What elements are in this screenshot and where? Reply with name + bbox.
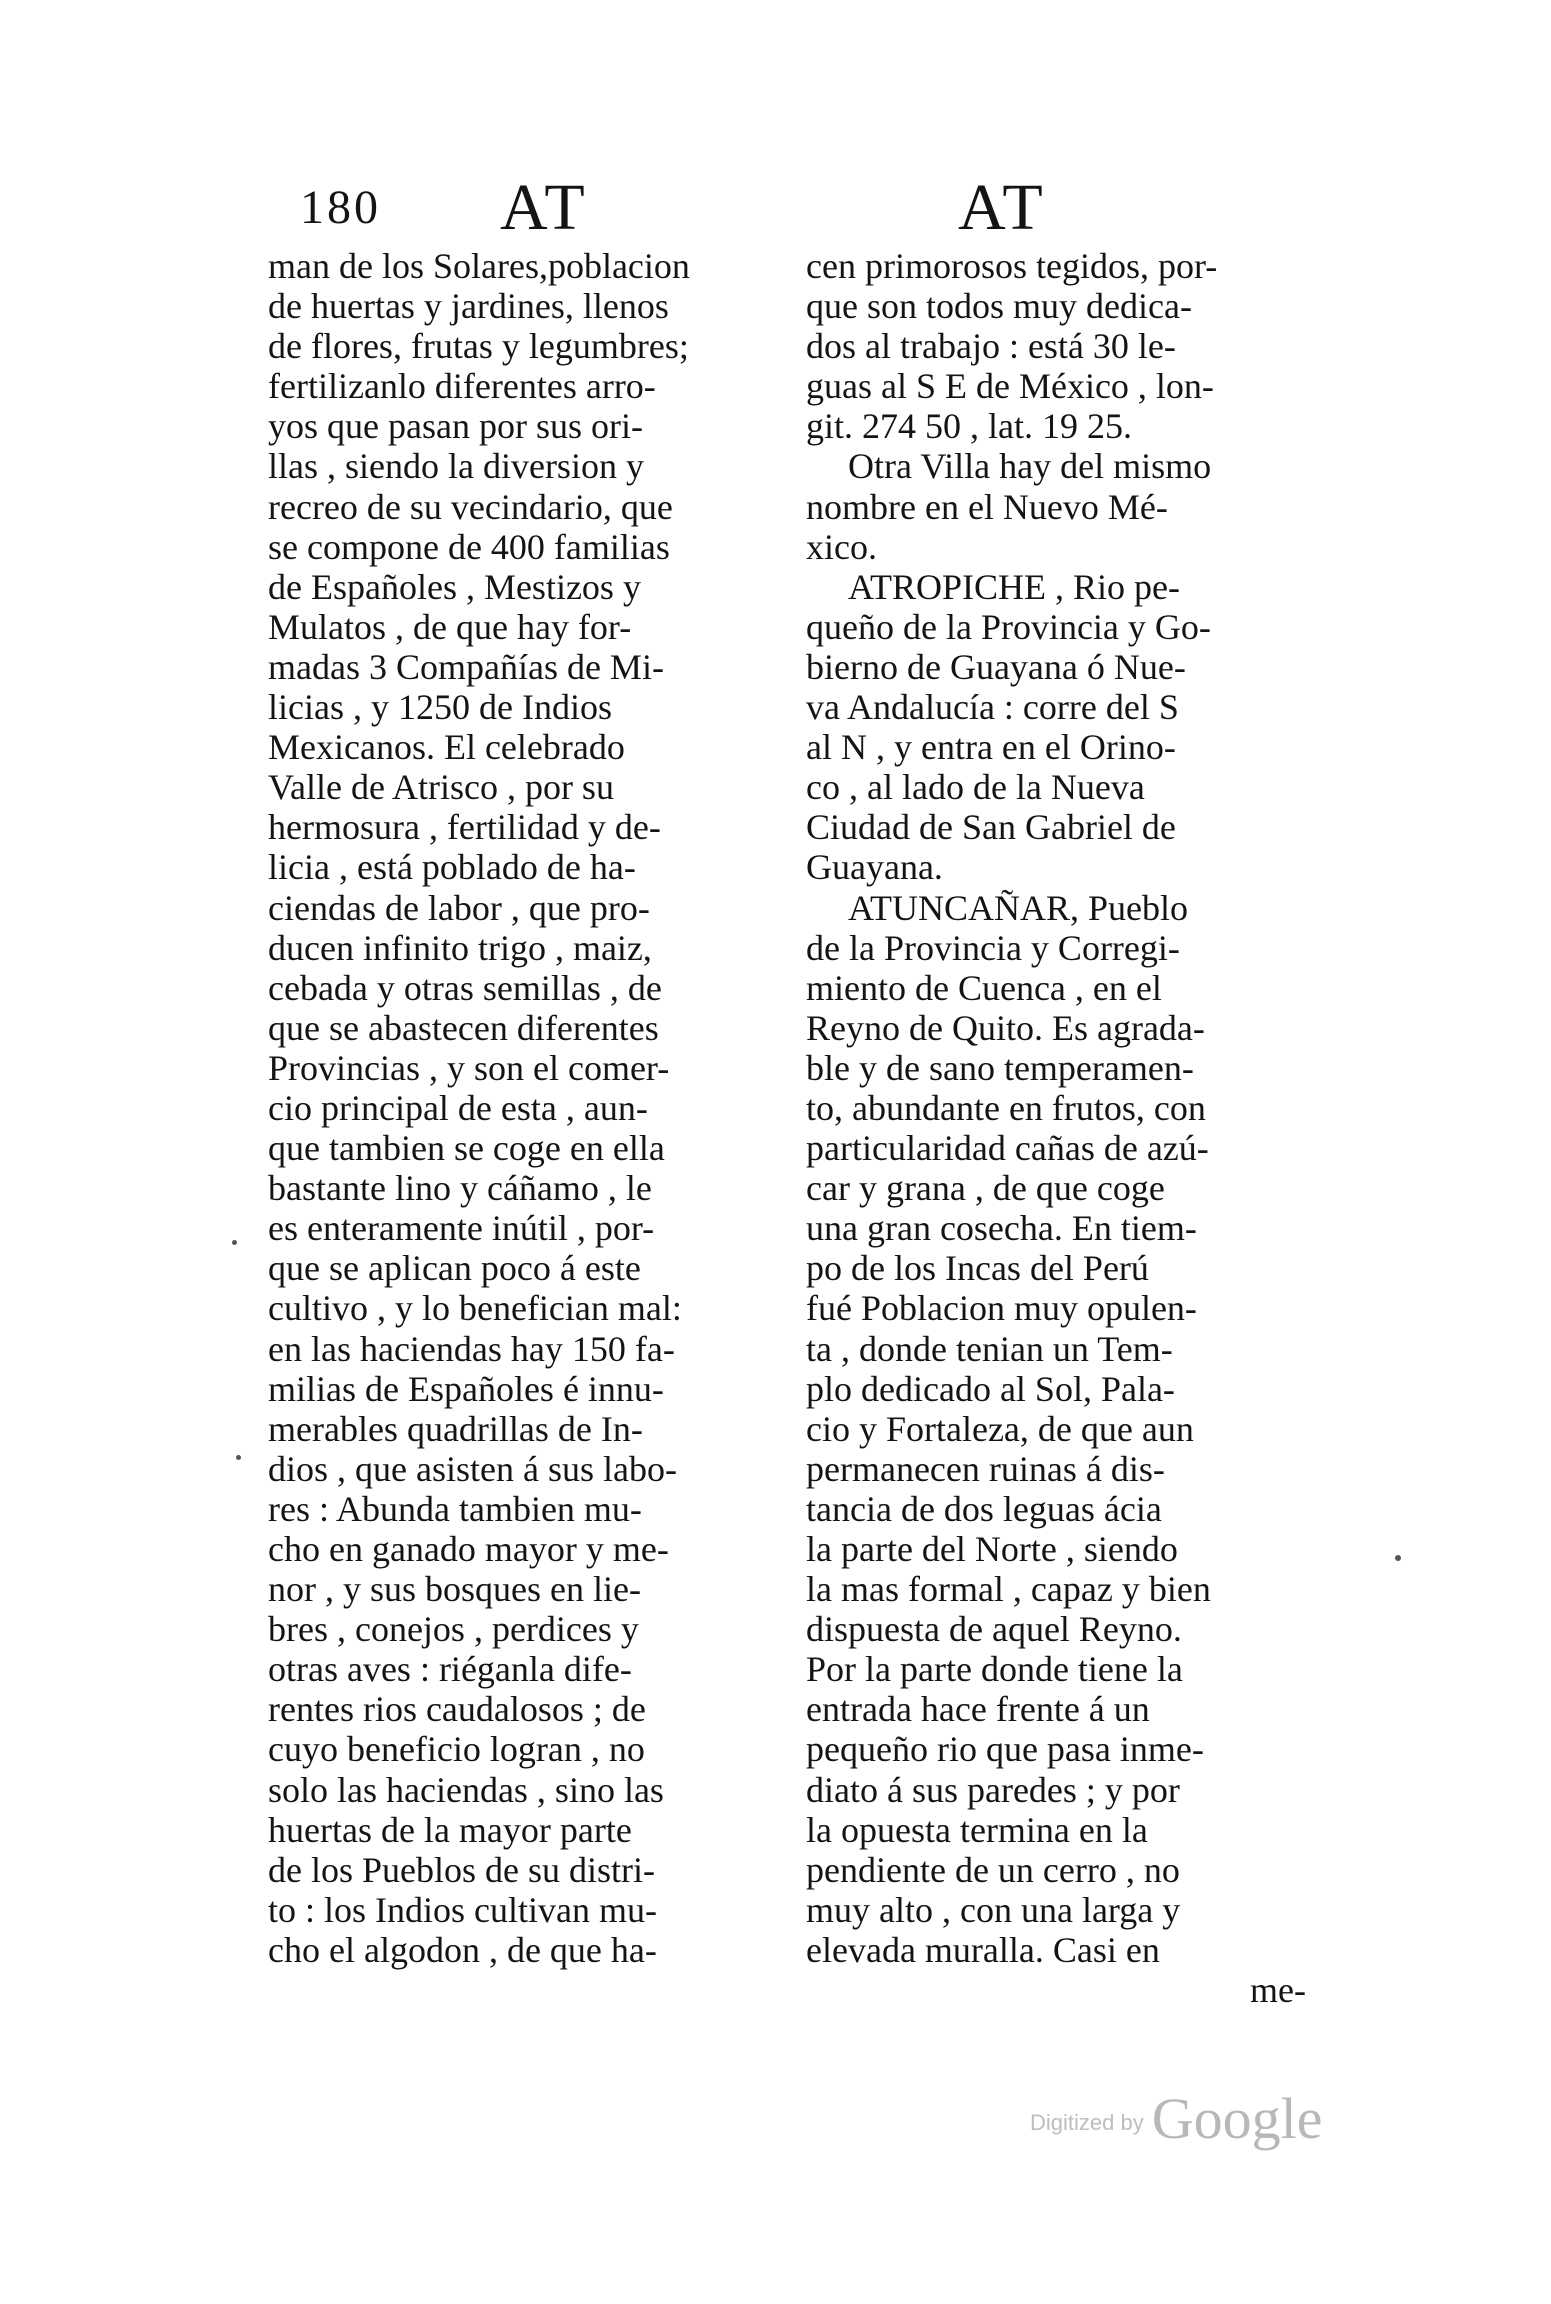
text-line: la parte del Norte , siendo xyxy=(806,1529,1178,1569)
text-line: cuyo beneficio logran , no xyxy=(268,1729,645,1770)
text-line: de flores, frutas y legumbres; xyxy=(268,326,689,367)
google-logo: Google xyxy=(1151,2086,1323,2151)
margin-speck xyxy=(236,1455,241,1460)
text-line: diato á sus paredes ; y por xyxy=(806,1769,1180,1810)
page-number: 180 xyxy=(300,181,381,234)
text-line: queño de la Provincia y Go- xyxy=(806,606,1211,647)
text-line: milias de Españoles é innu- xyxy=(268,1368,664,1409)
text-line: dispuesta de aquel Reyno. xyxy=(806,1609,1182,1650)
text-line: de Españoles , Mestizos y xyxy=(268,566,641,607)
running-head-left: AT xyxy=(500,171,589,244)
text-line: cebada y otras semillas , de xyxy=(268,967,662,1008)
text-line: fertilizanlo diferentes arro- xyxy=(268,366,656,407)
text-line: bierno de Guayana ó Nue- xyxy=(806,646,1186,687)
text-line: que se aplican poco á este xyxy=(268,1248,641,1289)
text-line: entrada hace frente á un xyxy=(806,1689,1150,1730)
text-line: bres , conejos , perdices y xyxy=(268,1609,639,1650)
text-line: cio y Fortaleza, de que aun xyxy=(806,1408,1194,1449)
text-line: que tambien se coge en ella xyxy=(268,1128,665,1169)
text-line: yos que pasan por sus ori- xyxy=(268,406,643,447)
text-line: huertas de la mayor parte xyxy=(268,1809,632,1850)
text-line: ATROPICHE , Rio pe- xyxy=(848,566,1180,607)
text-line: rentes rios caudalosos ; de xyxy=(268,1689,646,1730)
text-line: nombre en el Nuevo Mé- xyxy=(806,486,1168,527)
text-line: guas al S E de México , lon- xyxy=(806,366,1214,407)
text-line: elevada muralla. Casi en xyxy=(806,1929,1160,1970)
text-line: solo las haciendas , sino las xyxy=(268,1769,664,1810)
text-line: res : Abunda tambien mu- xyxy=(268,1488,642,1529)
text-line: Mexicanos. El celebrado xyxy=(268,727,625,768)
text-line: dios , que asisten á sus labo- xyxy=(268,1448,677,1489)
text-line: ducen infinito trigo , maiz, xyxy=(268,927,652,968)
text-line: que se abastecen diferentes xyxy=(268,1007,659,1048)
running-head-right: AT xyxy=(958,171,1047,244)
text-line: va Andalucía : corre del S xyxy=(806,687,1179,728)
text-line: una gran cosecha. En tiem- xyxy=(806,1208,1197,1249)
text-line: la mas formal , capaz y bien xyxy=(806,1569,1211,1610)
text-line: dos al trabajo : está 30 le- xyxy=(806,326,1176,367)
text-line: Reyno de Quito. Es agrada- xyxy=(806,1007,1205,1048)
margin-speck xyxy=(232,1240,237,1245)
text-line: to, abundante en frutos, con xyxy=(806,1087,1206,1128)
text-line: de la Provincia y Corregi- xyxy=(806,927,1180,968)
text-line: cho el algodon , de que ha- xyxy=(268,1929,657,1970)
text-line: se compone de 400 familias xyxy=(268,526,670,567)
text-line: permanecen ruinas á dis- xyxy=(806,1448,1165,1489)
text-line: de huertas y jardines, llenos xyxy=(268,286,669,327)
text-line: to : los Indios cultivan mu- xyxy=(268,1889,657,1930)
text-line: plo dedicado al Sol, Pala- xyxy=(806,1368,1175,1409)
left-column xyxy=(268,246,768,1970)
text-line: ta , donde tenian un Tem- xyxy=(806,1328,1173,1369)
text-line: xico. xyxy=(806,526,877,567)
right-column xyxy=(806,246,1306,2010)
text-line: cho en ganado mayor y me- xyxy=(268,1529,669,1569)
text-line: muy alto , con una larga y xyxy=(806,1889,1181,1930)
text-line: otras aves : riéganla dife- xyxy=(268,1649,632,1690)
text-line: bastante lino y cáñamo , le xyxy=(268,1168,652,1209)
text-line: ble y de sano temperamen- xyxy=(806,1047,1194,1088)
text-line: tancia de dos leguas ácia xyxy=(806,1488,1162,1529)
text-line: Por la parte donde tiene la xyxy=(806,1649,1183,1690)
text-line: llas , siendo la diversion y xyxy=(268,446,644,487)
margin-speck xyxy=(1395,1555,1401,1561)
text-line: pequeño rio que pasa inme- xyxy=(806,1729,1204,1770)
text-line: recreo de su vecindario, que xyxy=(268,486,673,527)
text-line: me- xyxy=(1250,1970,1306,2011)
text-line: de los Pueblos de su distri- xyxy=(268,1849,655,1890)
text-line: cultivo , y lo benefician mal: xyxy=(268,1288,682,1329)
text-line: la opuesta termina en la xyxy=(806,1809,1148,1850)
text-line: man de los Solares,poblacion xyxy=(268,246,690,286)
text-line: Ciudad de San Gabriel de xyxy=(806,807,1176,848)
text-line: Otra Villa hay del mismo xyxy=(848,446,1212,487)
text-line: en las haciendas hay 150 fa- xyxy=(268,1328,675,1369)
text-line: Guayana. xyxy=(806,847,943,888)
text-line: merables quadrillas de In- xyxy=(268,1408,643,1449)
text-line: ciendas de labor , que pro- xyxy=(268,887,650,928)
text-line: po de los Incas del Perú xyxy=(806,1248,1149,1289)
text-line: cen primorosos tegidos, por- xyxy=(806,246,1218,286)
text-line: co , al lado de la Nueva xyxy=(806,767,1145,808)
text-line: nor , y sus bosques en lie- xyxy=(268,1569,641,1610)
text-line: fué Poblacion muy opulen- xyxy=(806,1288,1197,1329)
text-line: hermosura , fertilidad y de- xyxy=(268,807,661,848)
watermark-prefix: Digitized by xyxy=(1030,2110,1144,2135)
text-line: git. 274 50 , lat. 19 25. xyxy=(806,406,1132,447)
text-line: Provincias , y son el comer- xyxy=(268,1047,670,1088)
text-line: es enteramente inútil , por- xyxy=(268,1208,655,1249)
text-line: licias , y 1250 de Indios xyxy=(268,687,612,728)
text-line: madas 3 Compañías de Mi- xyxy=(268,646,664,687)
text-line: miento de Cuenca , en el xyxy=(806,967,1162,1008)
text-line: particularidad cañas de azú- xyxy=(806,1128,1209,1169)
text-line: car y grana , de que coge xyxy=(806,1168,1165,1209)
text-line: ATUNCAÑAR, Pueblo xyxy=(848,887,1189,928)
text-line: que son todos muy dedica- xyxy=(806,286,1192,327)
text-line: pendiente de un cerro , no xyxy=(806,1849,1180,1890)
digitized-by-watermark xyxy=(1030,2085,1322,2152)
text-line: Valle de Atrisco , por su xyxy=(268,767,614,808)
text-line: licia , está poblado de ha- xyxy=(268,847,636,888)
text-line: Mulatos , de que hay for- xyxy=(268,606,632,647)
text-line: al N , y entra en el Orino- xyxy=(806,727,1176,768)
text-line: cio principal de esta , aun- xyxy=(268,1087,648,1128)
